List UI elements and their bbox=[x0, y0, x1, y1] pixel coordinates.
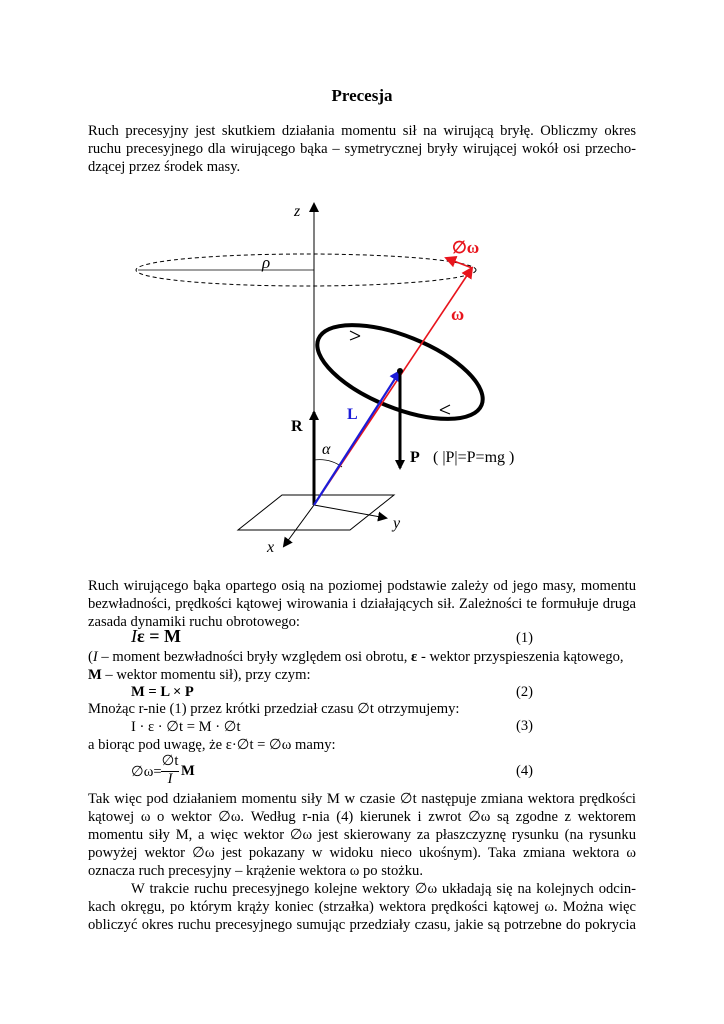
text-line: oznacza ruch precesyjny – krążenie wektora ω po stożku. bbox=[88, 863, 423, 879]
label-z: z bbox=[294, 203, 301, 220]
label-P: P bbox=[410, 449, 420, 466]
equation-2-number: (2) bbox=[516, 684, 534, 700]
label-P-note: ( |P|=P=mg ) bbox=[433, 449, 515, 466]
disk-rotation-arrow-bottom bbox=[440, 405, 450, 414]
text-line: a biorąc pod uwagę, że ε·∅t = ∅ω mamy: bbox=[88, 737, 336, 753]
definitions-paragraph bbox=[88, 648, 636, 684]
equation-3: I · ε · ∅t = M · ∅t bbox=[131, 719, 241, 735]
intro-paragraph bbox=[88, 122, 636, 176]
dynamics-paragraph bbox=[88, 577, 636, 631]
equation-1: Iε = M bbox=[131, 626, 181, 646]
equation-4: ∅ω= ∅t I M bbox=[131, 753, 195, 787]
label-R: R bbox=[291, 418, 303, 435]
precession-period-paragraph bbox=[88, 880, 636, 934]
text-line: (I – moment bezwładności bryły względem osi obrotu, ε - wektor przyspieszenia kątowego, bbox=[88, 649, 624, 665]
text-line: Ruch precesyjny jest skutkiem działania momentu sił na wirującą bryłę. Obliczmy okres bbox=[88, 123, 636, 139]
text-line: Mnożąc r-nie (1) przez krótki przedział czasu ∅t otrzymujemy: bbox=[88, 701, 460, 717]
text-line: bezwładności, prędkości kątowej wirowania i działających sił. Zależności te formułuje druga bbox=[88, 596, 636, 612]
text-line: dzącej przez środek masy. bbox=[88, 159, 241, 175]
text-line: powyżej wektor ∅ω jest pokazany w widoku nieco ukośnym). Taka zmiana wektora ω bbox=[88, 845, 636, 861]
text-line: Tak więc pod działaniem momentu siły M w czasie ∅t następuje zmiana wektora prędkości bbox=[88, 791, 636, 807]
multiply-paragraph bbox=[88, 700, 636, 718]
label-L: L bbox=[347, 406, 358, 423]
text-line: kątowej ω o wektor ∅ω. Według r-nia (4) kierunek i zwrot ∅ω są zgodne z wektorem bbox=[88, 809, 636, 825]
text-line: ruchu precesyjnego dla wirującego bąka – symetrycznej bryły wirującej wokół osi przecho- bbox=[88, 141, 636, 157]
text-line: zasada dynamiki ruchu obrotowego: bbox=[88, 614, 300, 630]
text-line: kach okręgu, po którym krąży koniec (strzałka) wektora prędkości kątowej ω. Można więc bbox=[88, 899, 636, 915]
equation-4-number: (4) bbox=[516, 763, 534, 779]
disk-rotation-arrow-top bbox=[350, 331, 360, 340]
delta-omega-vector bbox=[446, 258, 472, 268]
text-line: Ruch wirującego bąka opartego osią na poziomej podstawie zależy od jego masy, momentu bbox=[88, 578, 636, 594]
precession-diagram bbox=[0, 190, 724, 570]
text-line: M – wektor momentu sił), przy czym: bbox=[88, 667, 311, 683]
label-omega: ω bbox=[451, 304, 465, 324]
text-line: momentu siły M, a więc wektor ∅ω jest skierowany za płaszczyznę rysunku (na rysunku bbox=[88, 827, 636, 843]
label-y: y bbox=[393, 515, 401, 532]
label-alpha: α bbox=[322, 441, 331, 458]
conclusion-paragraph bbox=[88, 790, 636, 880]
page-title: Precesja bbox=[331, 86, 393, 105]
text-line: obliczyć okres ruchu precesyjnego sumując przedziały czasu, jakie są potrzebne do pokrycia bbox=[88, 917, 636, 933]
label-delta-omega: ∅ω bbox=[452, 238, 480, 257]
equation-3-number: (3) bbox=[516, 718, 534, 734]
label-x: x bbox=[267, 539, 275, 556]
equation-2: M = L × P bbox=[131, 684, 194, 700]
y-axis bbox=[314, 505, 386, 518]
label-rho: ρ bbox=[262, 253, 271, 272]
equation-1-number: (1) bbox=[516, 630, 534, 646]
text-line: W trakcie ruchu precesyjnego kolejne wektory ∅ω układają się na kolejnych odcin- bbox=[131, 881, 636, 897]
x-axis bbox=[284, 505, 314, 546]
